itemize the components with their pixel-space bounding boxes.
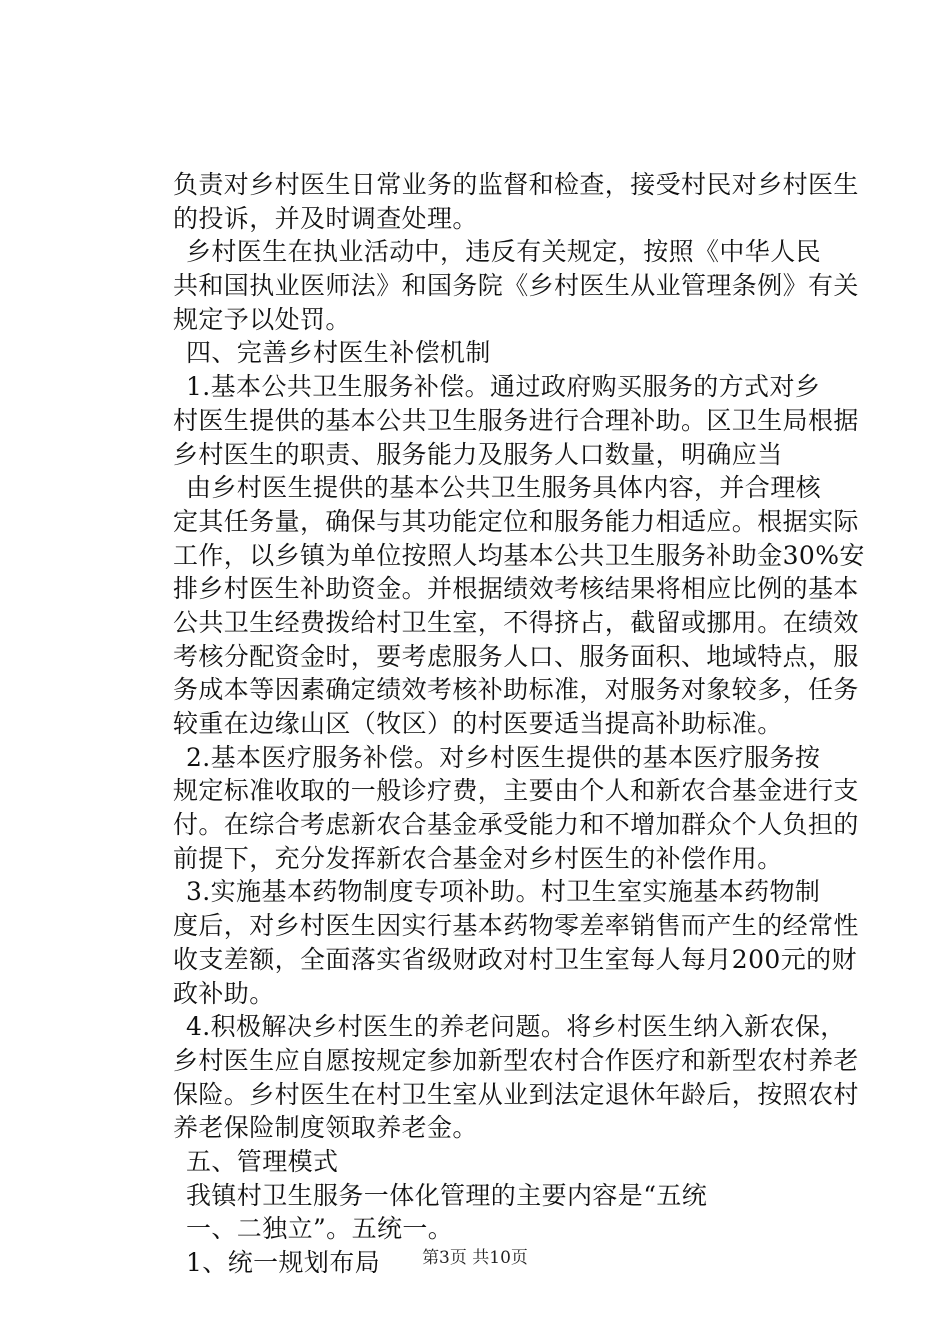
text-line: 考核分配资金时，要考虑服务人口、服务面积、地域特点，服: [173, 641, 859, 671]
page-footer: 第3页 共10页: [422, 1248, 528, 1268]
text-line: 规定予以处罚。: [173, 304, 351, 334]
text-line: 四、完善乡村医生补偿机制: [186, 338, 491, 368]
text-line: 政补助。: [173, 978, 275, 1008]
text-line: 的投诉，并及时调查处理。: [173, 203, 478, 233]
text-line: 定其任务量，确保与其功能定位和服务能力相适应。根据实际: [173, 506, 859, 536]
text-line: 五、管理模式: [186, 1146, 339, 1176]
text-line: 规定标准收取的一般诊疗费，主要由个人和新农合基金进行支: [173, 776, 859, 806]
text-line: 前提下，充分发挥新农合基金对乡村医生的补偿作用。: [173, 843, 783, 873]
text-line: 度后，对乡村医生因实行基本药物零差率销售而产生的经常性: [173, 911, 859, 941]
text-line: 务成本等因素确定绩效考核补助标准，对服务对象较多，任务: [173, 675, 859, 705]
text-line: 一、二独立”。五统一。: [186, 1214, 454, 1244]
text-line: 保险。乡村医生在村卫生室从业到法定退休年龄后，按照农村: [173, 1079, 859, 1109]
text-line: 乡村医生应自愿按规定参加新型农村合作医疗和新型农村养老: [173, 1045, 859, 1075]
text-line: 村医生提供的基本公共卫生服务进行合理补助。区卫生局根据: [173, 405, 859, 435]
text-line: 3.实施基本药物制度专项补助。村卫生室实施基本药物制: [186, 877, 821, 907]
text-line: 收支差额，全面落实省级财政对村卫生室每人每月200元的财: [173, 944, 857, 974]
text-line: 我镇村卫生服务一体化管理的主要内容是“五统: [186, 1180, 708, 1210]
text-line: 乡村医生的职责、服务能力及服务人口数量，明确应当: [173, 439, 783, 469]
text-line: 付。在综合考虑新农合基金承受能力和不增加群众个人负担的: [173, 810, 859, 840]
text-line: 工作，以乡镇为单位按照人均基本公共卫生服务补助金30%安: [173, 540, 865, 570]
document-body: [173, 168, 865, 1280]
text-line: 1.基本公共卫生服务补偿。通过政府购买服务的方式对乡: [186, 372, 821, 402]
text-line: 公共卫生经费拨给村卫生室，不得挤占，截留或挪用。在绩效: [173, 607, 859, 637]
text-line: 由乡村医生提供的基本公共卫生服务具体内容，并合理核: [186, 473, 822, 503]
text-line: 1、统一规划布局: [186, 1248, 381, 1277]
text-line: 2.基本医疗服务补偿。对乡村医生提供的基本医疗服务按: [186, 742, 821, 772]
text-line: 排乡村医生补助资金。并根据绩效考核结果将相应比例的基本: [173, 574, 859, 604]
text-line: 乡村医生在执业活动中，违反有关规定，按照《中华人民: [186, 237, 822, 267]
text-line: 4.积极解决乡村医生的养老问题。将乡村医生纳入新农保，: [186, 1012, 846, 1042]
text-line: 负责对乡村医生日常业务的监督和检查，接受村民对乡村医生: [173, 170, 859, 199]
text-line: 养老保险制度领取养老金。: [173, 1113, 478, 1143]
text-line: 较重在边缘山区（牧区）的村医要适当提高补助标准。: [173, 709, 783, 738]
text-line: 共和国执业医师法》和国务院《乡村医生从业管理条例》有关: [173, 271, 859, 301]
